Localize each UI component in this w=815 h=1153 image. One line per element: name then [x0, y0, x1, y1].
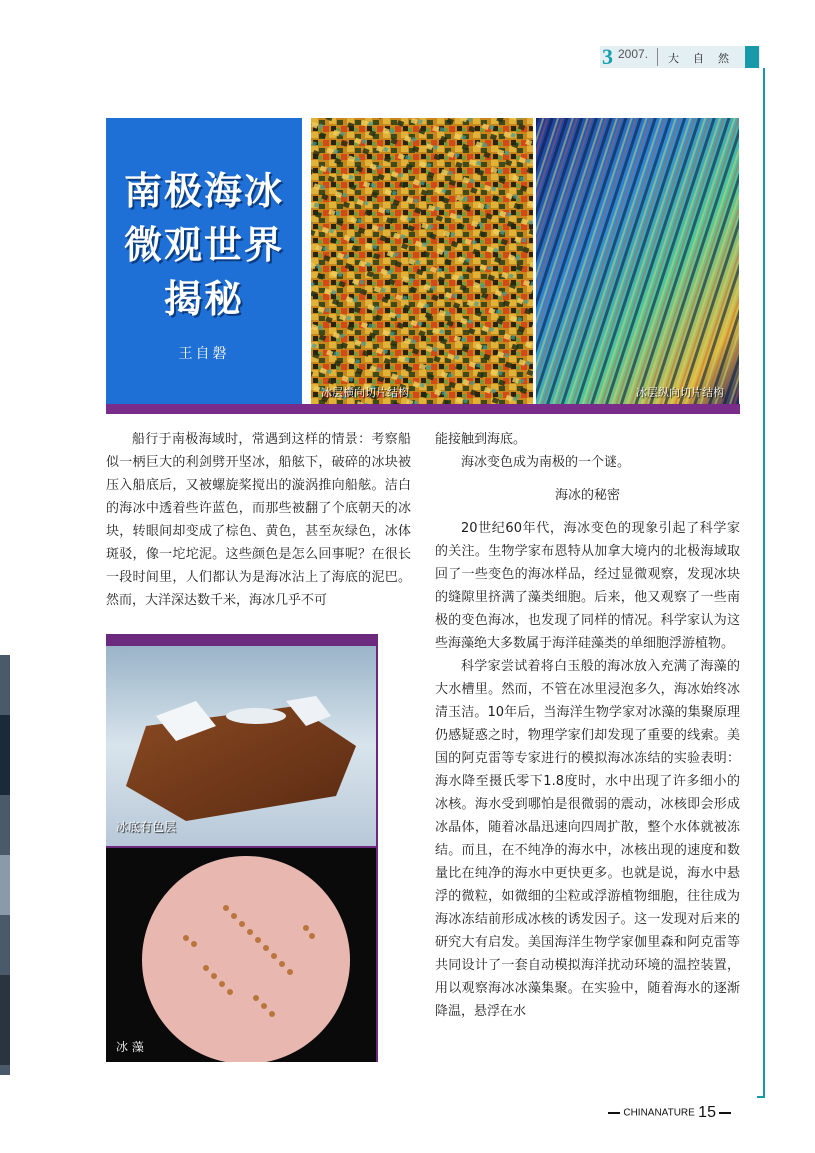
- paragraph: 船行于南极海域时，常遇到这样的情景：考察船似一柄巨大的利剑劈开坚冰，船舷下，破碎的冰块被压入船底后，又被螺旋桨搅出的漩涡推向船舷。洁白的海冰中透着些许蓝色，而那些被翻了个底朝天的冰块，转眼间却变成了棕色、黄色，甚至灰绿色，冰体斑驳，像一坨坨泥。这些颜色是怎么回事呢？在很长一段时间里，人们都认为是海冰沾上了海底的泥巴。然而，大洋深达数千米，海冰几乎不可: [106, 432, 411, 608]
- facing-page-edge: [0, 655, 10, 1075]
- paragraph-continuation: 能接触到海底。: [435, 432, 527, 447]
- section-heading: 海冰的秘密: [554, 488, 620, 503]
- caption-ice-algae: 冰 藻: [116, 1040, 144, 1054]
- photo-colored-ice-layer: [106, 646, 376, 846]
- photo-vertical-ice-section: [536, 118, 739, 404]
- page-number: 15: [698, 1104, 716, 1121]
- body-column-left: [106, 428, 411, 612]
- author-name: 王自磐: [178, 346, 230, 362]
- header-accent: [745, 46, 759, 68]
- paragraph: 20世纪60年代，海冰变色的现象引起了科学家的关注。生物学家布恩特从加拿大境内的北极海域取回了一些变色的海冰样品，经过显微观察，发现冰块的缝隙里挤满了藻类细胞。后来，他又观察了一些南极的变色海冰，也发现了同样的情况。科学家认为这些海藻绝大多数属于海洋硅藻类的单细胞浮游植物。: [435, 521, 740, 651]
- article-title-line-2: 微观世界: [123, 223, 284, 267]
- paragraph: 科学家尝试着将白玉般的海冰放入充满了海藻的大水槽里。然而，不管在冰里浸泡多久，海冰始终冰清玉洁。10年后，当海洋生物学家对冰藻的集聚原理仍感疑惑之时，物理学家们却发现了重要的线索。美国的阿克雷等专家进行的模拟海冰冻结的实验表明：海水降至摄氏零下1.8度时，水中出现了许多细小的冰核。海水受到哪怕是很微弱的震动，冰核即会形成冰晶体，随着冰晶迅速向四周扩散，整个水体就被冻结。而且，在不纯净的海水中，冰核出现的速度和数量比在纯净的海水中更快更多。也就是说，海水中悬浮的微粒，如微细的尘粒或浮游植物细胞，往往成为海冰冻结前形成冰核的诱发因子。这一发现对后来的研究大有启发。美国海洋生物学家伽里森和阿克雷等共同设计了一套自动模拟海洋扰动环境的温控装置，用以观察海冰冰藻集聚。在实验中，随着海水的逐渐降温，悬浮在水: [435, 659, 740, 1019]
- photo-ice-algae: [106, 848, 376, 1062]
- issue-number: 3: [602, 44, 613, 69]
- caption-vertical-section: 冰层纵向切片结构: [636, 386, 724, 399]
- body-column-right: [435, 428, 740, 1023]
- issue-year: 2007.: [618, 47, 649, 61]
- footer-dash-left: [608, 1112, 620, 1114]
- magazine-name: 大自然: [668, 52, 743, 65]
- footer-brand: CHINANATURE: [623, 1107, 695, 1119]
- article-title-line-3: 揭秘: [163, 277, 244, 321]
- page-footer: [608, 1104, 731, 1122]
- article-title-line-1: 南极海冰: [123, 169, 284, 213]
- footer-dash-right: [719, 1112, 731, 1114]
- purple-divider-band: [106, 404, 740, 414]
- caption-horizontal-section: 冰层横向切片结构: [321, 386, 409, 399]
- photo-horizontal-ice-section: [311, 118, 533, 404]
- header-divider: [657, 48, 658, 66]
- paragraph-intro: 海冰变色成为南极的一个谜。: [461, 455, 631, 470]
- right-margin-rule: [763, 68, 765, 1098]
- caption-ice-layer: 冰底有色层: [116, 820, 177, 834]
- right-margin-rule-foot: [757, 1096, 765, 1098]
